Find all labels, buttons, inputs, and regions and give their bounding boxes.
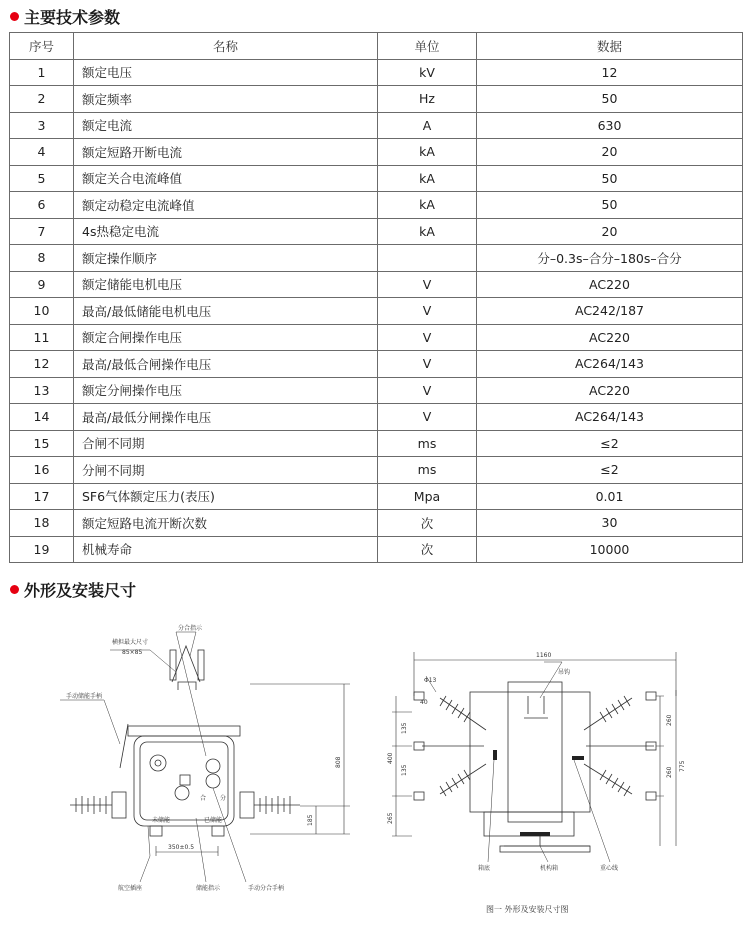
- dim-260a: 260: [666, 714, 673, 726]
- cell-value: ≤2: [477, 457, 743, 484]
- cell-index: 16: [10, 457, 74, 484]
- cell-value: 20: [477, 139, 743, 166]
- cell-unit: V: [378, 351, 477, 378]
- label-bottom-dim: 350±0.5: [168, 844, 195, 851]
- cell-name: 额定动稳定电流峰值: [74, 192, 378, 219]
- cell-value: 20: [477, 218, 743, 245]
- table-row: [10, 86, 743, 113]
- cell-value: AC220: [477, 271, 743, 298]
- cell-unit: ms: [378, 430, 477, 457]
- cell-unit: 次: [378, 536, 477, 563]
- label-center-line: 重心线: [600, 865, 619, 872]
- section-title-dimensions: [10, 578, 136, 600]
- table-row: [10, 430, 743, 457]
- right-drawing-markers: [493, 750, 584, 836]
- label-mechanism: 机构箱: [540, 865, 559, 872]
- header-name: 名称: [74, 33, 378, 60]
- cell-name: 合闸不同期: [74, 430, 378, 457]
- table-row: [10, 59, 743, 86]
- cell-unit: A: [378, 112, 477, 139]
- cell-name: 额定短路开断电流: [74, 139, 378, 166]
- cell-unit: kV: [378, 59, 477, 86]
- cell-value: 50: [477, 192, 743, 219]
- cell-index: 10: [10, 298, 74, 325]
- header-value: 数据: [477, 33, 743, 60]
- cell-unit: ms: [378, 457, 477, 484]
- cell-value: 50: [477, 165, 743, 192]
- dim-400: 400: [387, 752, 394, 764]
- cell-unit: V: [378, 271, 477, 298]
- table-row: [10, 324, 743, 351]
- cell-value: AC264/143: [477, 351, 743, 378]
- cell-name: 额定储能电机电压: [74, 271, 378, 298]
- table-row: [10, 192, 743, 219]
- table-row: [10, 298, 743, 325]
- cell-name: 额定短路电流开断次数: [74, 510, 378, 537]
- cell-value: AC220: [477, 377, 743, 404]
- dim-offset: 185: [307, 814, 314, 826]
- dim-height: 808: [335, 756, 342, 768]
- cell-index: 15: [10, 430, 74, 457]
- cell-index: 6: [10, 192, 74, 219]
- dim-260b: 260: [666, 766, 673, 778]
- section-title-specs: [10, 5, 120, 27]
- header-unit: 单位: [378, 33, 477, 60]
- cell-value: 50: [477, 86, 743, 113]
- table-header-row: [10, 33, 743, 60]
- cell-unit: V: [378, 377, 477, 404]
- cell-unit: V: [378, 404, 477, 431]
- label-uncharged: 未储能: [152, 817, 171, 824]
- cell-unit: kA: [378, 139, 477, 166]
- cell-index: 4: [10, 139, 74, 166]
- table-row: [10, 218, 743, 245]
- table-row: [10, 483, 743, 510]
- cell-name: 额定合闸操作电压: [74, 324, 378, 351]
- cell-name: 分闸不同期: [74, 457, 378, 484]
- spec-table: [9, 32, 743, 563]
- cell-index: 19: [10, 536, 74, 563]
- figure-caption: 图一 外形及安装尺寸图: [486, 905, 569, 914]
- table-row: [10, 377, 743, 404]
- table-row: [10, 165, 743, 192]
- bullet-icon: [10, 12, 19, 21]
- label-handle-max: 横担最大尺寸: [112, 639, 149, 646]
- cell-unit: [378, 245, 477, 272]
- table-row: [10, 510, 743, 537]
- cell-index: 12: [10, 351, 74, 378]
- cell-name: 额定操作顺序: [74, 245, 378, 272]
- table-row: [10, 457, 743, 484]
- cell-index: 9: [10, 271, 74, 298]
- dim-width: 1160: [536, 652, 552, 659]
- cell-value: 630: [477, 112, 743, 139]
- marker-left: [493, 750, 497, 760]
- label-open: 分: [220, 795, 227, 802]
- cell-index: 8: [10, 245, 74, 272]
- label-aviation-socket: 航空插座: [118, 885, 143, 892]
- label-charge-indicator: 储能指示: [196, 885, 221, 892]
- cell-unit: Hz: [378, 86, 477, 113]
- cell-index: 18: [10, 510, 74, 537]
- cell-name: SF6气体额定压力(表压): [74, 483, 378, 510]
- dim-135a: 135: [401, 722, 408, 734]
- cell-value: AC242/187: [477, 298, 743, 325]
- cell-name: 额定分闸操作电压: [74, 377, 378, 404]
- marker-right: [572, 756, 584, 760]
- table-body: [10, 59, 743, 563]
- bullet-icon: [10, 585, 19, 594]
- cell-name: 机械寿命: [74, 536, 378, 563]
- cell-unit: Mpa: [378, 483, 477, 510]
- cell-name: 额定频率: [74, 86, 378, 113]
- cell-index: 13: [10, 377, 74, 404]
- label-manual-op-handle: 手动分合手柄: [248, 885, 285, 892]
- section-title-text: 主要技术参数: [24, 7, 121, 27]
- cell-value: 30: [477, 510, 743, 537]
- cell-name: 最高/最低储能电机电压: [74, 298, 378, 325]
- header-index: 序号: [10, 33, 74, 60]
- cell-name: 4s热稳定电流: [74, 218, 378, 245]
- table-row: [10, 139, 743, 166]
- right-drawing-labels: [387, 652, 686, 914]
- cell-value: 12: [477, 59, 743, 86]
- section-title-text: 外形及安装尺寸: [24, 580, 137, 600]
- cell-value: AC264/143: [477, 404, 743, 431]
- cell-index: 2: [10, 86, 74, 113]
- label-handle-max-dim: 85×85: [122, 649, 143, 656]
- label-manual-charge-handle: 手动储能手柄: [66, 693, 103, 700]
- cell-value: AC220: [477, 324, 743, 351]
- cell-unit: kA: [378, 165, 477, 192]
- cell-value: 分–0.3s–合分–180s–合分: [477, 245, 743, 272]
- cell-value: 0.01: [477, 483, 743, 510]
- table-row: [10, 351, 743, 378]
- label-hook: 吊钩: [558, 669, 571, 676]
- dimension-drawings: [0, 600, 750, 929]
- cell-unit: kA: [378, 192, 477, 219]
- cell-index: 17: [10, 483, 74, 510]
- table-row: [10, 245, 743, 272]
- dim-40: 40: [420, 699, 428, 706]
- table-row: [10, 112, 743, 139]
- left-front-view-drawing: [60, 632, 350, 882]
- cell-unit: 次: [378, 510, 477, 537]
- table-row: [10, 271, 743, 298]
- table-row: [10, 536, 743, 563]
- dim-775: 775: [679, 760, 686, 772]
- marker-bottom: [520, 832, 550, 836]
- label-hole: Φ13: [424, 677, 437, 684]
- cell-index: 11: [10, 324, 74, 351]
- cell-index: 1: [10, 59, 74, 86]
- cell-unit: V: [378, 324, 477, 351]
- cell-value: ≤2: [477, 430, 743, 457]
- label-open-close-indicator: 分合指示: [178, 625, 203, 632]
- label-close: 合: [200, 795, 207, 802]
- cell-index: 5: [10, 165, 74, 192]
- cell-value: 10000: [477, 536, 743, 563]
- cell-name: 额定关合电流峰值: [74, 165, 378, 192]
- cell-unit: kA: [378, 218, 477, 245]
- dim-135b: 135: [401, 764, 408, 776]
- cell-name: 额定电流: [74, 112, 378, 139]
- cell-name: 最高/最低合闸操作电压: [74, 351, 378, 378]
- cell-name: 额定电压: [74, 59, 378, 86]
- cell-name: 最高/最低分闸操作电压: [74, 404, 378, 431]
- label-bracket: 箱底: [478, 865, 491, 872]
- table-row: [10, 404, 743, 431]
- cell-unit: V: [378, 298, 477, 325]
- cell-index: 7: [10, 218, 74, 245]
- cell-index: 14: [10, 404, 74, 431]
- label-charged: 已储能: [204, 817, 223, 824]
- dim-265: 265: [387, 812, 394, 824]
- cell-index: 3: [10, 112, 74, 139]
